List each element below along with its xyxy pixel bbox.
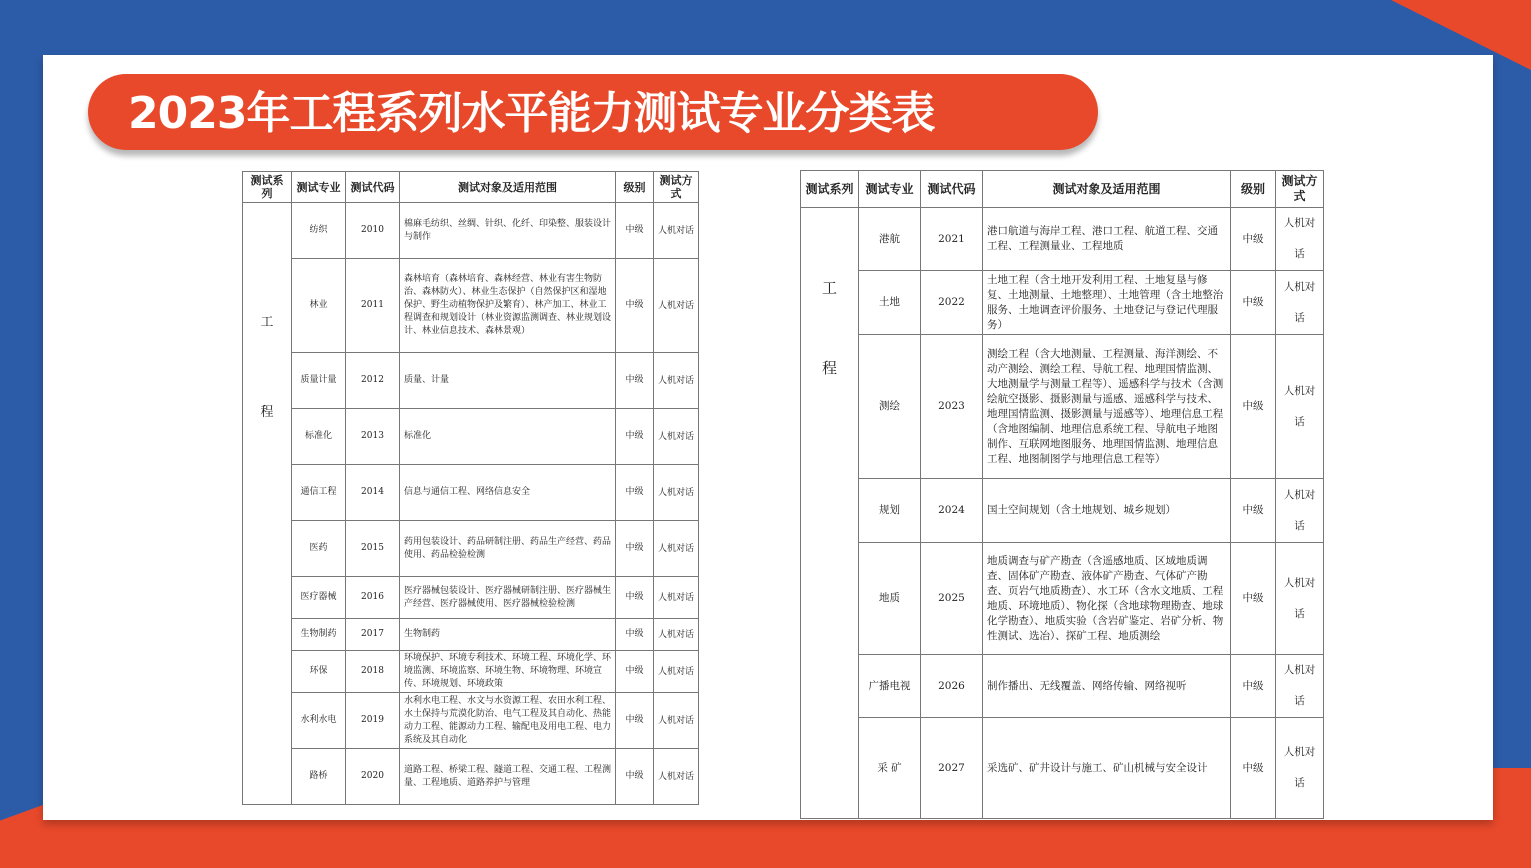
- scope-cell: 医疗器械包装设计、医疗器械研制注册、医疗器械生产经营、医疗器械使用、医疗器械检验检测: [400, 577, 616, 619]
- mode-cell: 人机对话: [1276, 335, 1324, 479]
- scope-cell: 标准化: [400, 409, 616, 465]
- major-cell: 广播电视: [859, 655, 921, 718]
- code-cell: 2017: [346, 619, 400, 651]
- table-row: [801, 271, 1324, 335]
- header-code: 测试代码: [346, 172, 400, 203]
- level-cell: 中级: [616, 259, 654, 353]
- mode-cell: 人机对话: [654, 409, 699, 465]
- scope-cell: 测绘工程（含大地测量、工程测量、海洋测绘、不动产测绘、测绘工程、导航工程、地理国情监测、大地测量学与测量工程等）、遥感科学与技术（含测绘航空摄影、摄影测量与遥感、遥感科学与技术、地理国情监测、摄影测量与遥感等）、地理信息工程（含地图编制、地理信息系统工程、导航电子地图制作、互联网地图服务、地理国情监测、地理信息工程、地图制图学与地理信息工程等）: [983, 335, 1231, 479]
- table-row: [243, 693, 699, 749]
- scope-cell: 土地工程（含土地开发利用工程、土地复垦与修复、土地测量、土地整理）、土地管理（含土地整治服务、土地调查评价服务、土地登记与登记代理服务）: [983, 271, 1231, 335]
- series-char: 工: [260, 315, 274, 330]
- header-mode: 测试方式: [1276, 171, 1324, 208]
- scope-cell: 生物制药: [400, 619, 616, 651]
- mode-cell: 人机对话: [654, 693, 699, 749]
- page-title: 2023年工程系列水平能力测试专业分类表: [128, 88, 935, 139]
- mode-cell: 人机对话: [1276, 655, 1324, 718]
- code-cell: 2027: [921, 718, 983, 819]
- level-cell: 中级: [1231, 208, 1276, 271]
- table-row: [243, 651, 699, 693]
- code-cell: 2010: [346, 203, 400, 259]
- major-cell: 医疗器械: [292, 577, 346, 619]
- series-char: 程: [821, 359, 837, 377]
- series-spacer: [805, 298, 854, 358]
- table-row: [243, 619, 699, 651]
- header-level: 级别: [616, 172, 654, 203]
- scope-cell: 制作播出、无线覆盖、网络传输、网络视听: [983, 655, 1231, 718]
- major-cell: 地质: [859, 543, 921, 655]
- major-cell: 测绘: [859, 335, 921, 479]
- scope-cell: 水利水电工程、水文与水资源工程、农田水利工程、水土保持与荒漠化防治、电气工程及其自动化、热能动力工程、能源动力工程、输配电及用电工程、电力系统及其自动化: [400, 693, 616, 749]
- series-cell: [801, 208, 859, 819]
- series-char: 程: [260, 405, 274, 420]
- mode-cell: 人机对话: [1276, 543, 1324, 655]
- header-scope: 测试对象及适用范围: [983, 171, 1231, 208]
- code-cell: 2023: [921, 335, 983, 479]
- major-cell: 林业: [292, 259, 346, 353]
- level-cell: 中级: [616, 693, 654, 749]
- header-series: 测试系列: [243, 172, 292, 203]
- level-cell: 中级: [616, 749, 654, 805]
- table-row: [801, 718, 1324, 819]
- scope-cell: 地质调查与矿产勘查（含遥感地质、区域地质调查、固体矿产勘查、液体矿产勘查、气体矿产勘查、页岩气地质勘查）、水工环（含水文地质、工程地质、环境地质）、物化探（含地球物理勘查、地球化学勘查）、地质实验（含岩矿鉴定、岩矿分析、物性测试、选冶）、探矿工程、地质测绘: [983, 543, 1231, 655]
- scope-cell: 信息与通信工程、网络信息安全: [400, 465, 616, 521]
- major-cell: 水利水电: [292, 693, 346, 749]
- scope-cell: 棉麻毛纺织、丝绸、针织、化纤、印染整、服装设计与制作: [400, 203, 616, 259]
- mode-cell: 人机对话: [1276, 479, 1324, 543]
- series-char: 工: [821, 279, 837, 297]
- code-cell: 2021: [921, 208, 983, 271]
- table-row: [801, 335, 1324, 479]
- table-row: [243, 353, 699, 409]
- table-row: [801, 479, 1324, 543]
- table-row: [243, 577, 699, 619]
- level-cell: 中级: [616, 521, 654, 577]
- major-cell: 采 矿: [859, 718, 921, 819]
- level-cell: 中级: [616, 353, 654, 409]
- level-cell: 中级: [616, 409, 654, 465]
- code-cell: 2026: [921, 655, 983, 718]
- header-scope: 测试对象及适用范围: [400, 172, 616, 203]
- major-cell: 路桥: [292, 749, 346, 805]
- level-cell: 中级: [616, 577, 654, 619]
- scope-cell: 环境保护、环境专利技术、环境工程、环境化学、环境监测、环境监察、环境生物、环境物理、环境宣传、环境规划、环境政策: [400, 651, 616, 693]
- major-cell: 港航: [859, 208, 921, 271]
- table-row: [801, 543, 1324, 655]
- level-cell: 中级: [616, 619, 654, 651]
- scope-cell: 森林培育（森林培育、森林经营、林业有害生物防治、森林防火）、林业生态保护（自然保护区和湿地保护、野生动植物保护及繁育）、林产加工、林业工程调查和规划设计（林业资源监测调查、林业规划设计、林业信息技术、森林景观）: [400, 259, 616, 353]
- level-cell: 中级: [1231, 271, 1276, 335]
- major-cell: 医药: [292, 521, 346, 577]
- header-mode: 测试方式: [654, 172, 699, 203]
- code-cell: 2013: [346, 409, 400, 465]
- mode-cell: 人机对话: [654, 203, 699, 259]
- code-cell: 2020: [346, 749, 400, 805]
- major-cell: 规划: [859, 479, 921, 543]
- table-row: [243, 521, 699, 577]
- level-cell: 中级: [616, 465, 654, 521]
- scope-cell: 采选矿、矿井设计与施工、矿山机械与安全设计: [983, 718, 1231, 819]
- level-cell: 中级: [616, 203, 654, 259]
- scope-cell: 港口航道与海岸工程、港口工程、航道工程、交通工程、工程测量业、工程地质: [983, 208, 1231, 271]
- header-major: 测试专业: [292, 172, 346, 203]
- mode-cell: 人机对话: [1276, 718, 1324, 819]
- level-cell: 中级: [1231, 543, 1276, 655]
- mode-cell: 人机对话: [1276, 208, 1324, 271]
- code-cell: 2011: [346, 259, 400, 353]
- level-cell: 中级: [616, 651, 654, 693]
- header-code: 测试代码: [921, 171, 983, 208]
- classification-table-left: [242, 171, 699, 805]
- table-row: [243, 749, 699, 805]
- scope-cell: 国土空间规划（含土地规划、城乡规划）: [983, 479, 1231, 543]
- header-major: 测试专业: [859, 171, 921, 208]
- code-cell: 2012: [346, 353, 400, 409]
- mode-cell: 人机对话: [654, 577, 699, 619]
- level-cell: 中级: [1231, 718, 1276, 819]
- header-series: 测试系列: [801, 171, 859, 208]
- major-cell: 通信工程: [292, 465, 346, 521]
- code-cell: 2018: [346, 651, 400, 693]
- major-cell: 质量计量: [292, 353, 346, 409]
- level-cell: 中级: [1231, 655, 1276, 718]
- mode-cell: 人机对话: [654, 353, 699, 409]
- major-cell: 纺织: [292, 203, 346, 259]
- table-row: [243, 259, 699, 353]
- scope-cell: 药用包装设计、药品研制注册、药品生产经营、药品使用、药品检验检测: [400, 521, 616, 577]
- table-row: [801, 655, 1324, 718]
- mode-cell: 人机对话: [654, 259, 699, 353]
- table-row: [243, 203, 699, 259]
- code-cell: 2025: [921, 543, 983, 655]
- major-cell: 土地: [859, 271, 921, 335]
- code-cell: 2019: [346, 693, 400, 749]
- table-header-row: [243, 172, 699, 203]
- major-cell: 标准化: [292, 409, 346, 465]
- table-row: [243, 465, 699, 521]
- level-cell: 中级: [1231, 479, 1276, 543]
- code-cell: 2022: [921, 271, 983, 335]
- mode-cell: 人机对话: [1276, 271, 1324, 335]
- classification-table-right: [800, 170, 1324, 819]
- major-cell: 生物制药: [292, 619, 346, 651]
- mode-cell: 人机对话: [654, 619, 699, 651]
- table-row: [801, 208, 1324, 271]
- level-cell: 中级: [1231, 335, 1276, 479]
- header-level: 级别: [1231, 171, 1276, 208]
- mode-cell: 人机对话: [654, 465, 699, 521]
- table-row: [243, 409, 699, 465]
- table-header-row: [801, 171, 1324, 208]
- scope-cell: 质量、计量: [400, 353, 616, 409]
- code-cell: 2014: [346, 465, 400, 521]
- code-cell: 2024: [921, 479, 983, 543]
- series-cell: [243, 203, 292, 805]
- major-cell: 环保: [292, 651, 346, 693]
- mode-cell: 人机对话: [654, 521, 699, 577]
- scope-cell: 道路工程、桥梁工程、隧道工程、交通工程、工程测量、工程地质、道路养护与管理: [400, 749, 616, 805]
- code-cell: 2016: [346, 577, 400, 619]
- series-spacer: [247, 333, 287, 403]
- mode-cell: 人机对话: [654, 749, 699, 805]
- mode-cell: 人机对话: [654, 651, 699, 693]
- code-cell: 2015: [346, 521, 400, 577]
